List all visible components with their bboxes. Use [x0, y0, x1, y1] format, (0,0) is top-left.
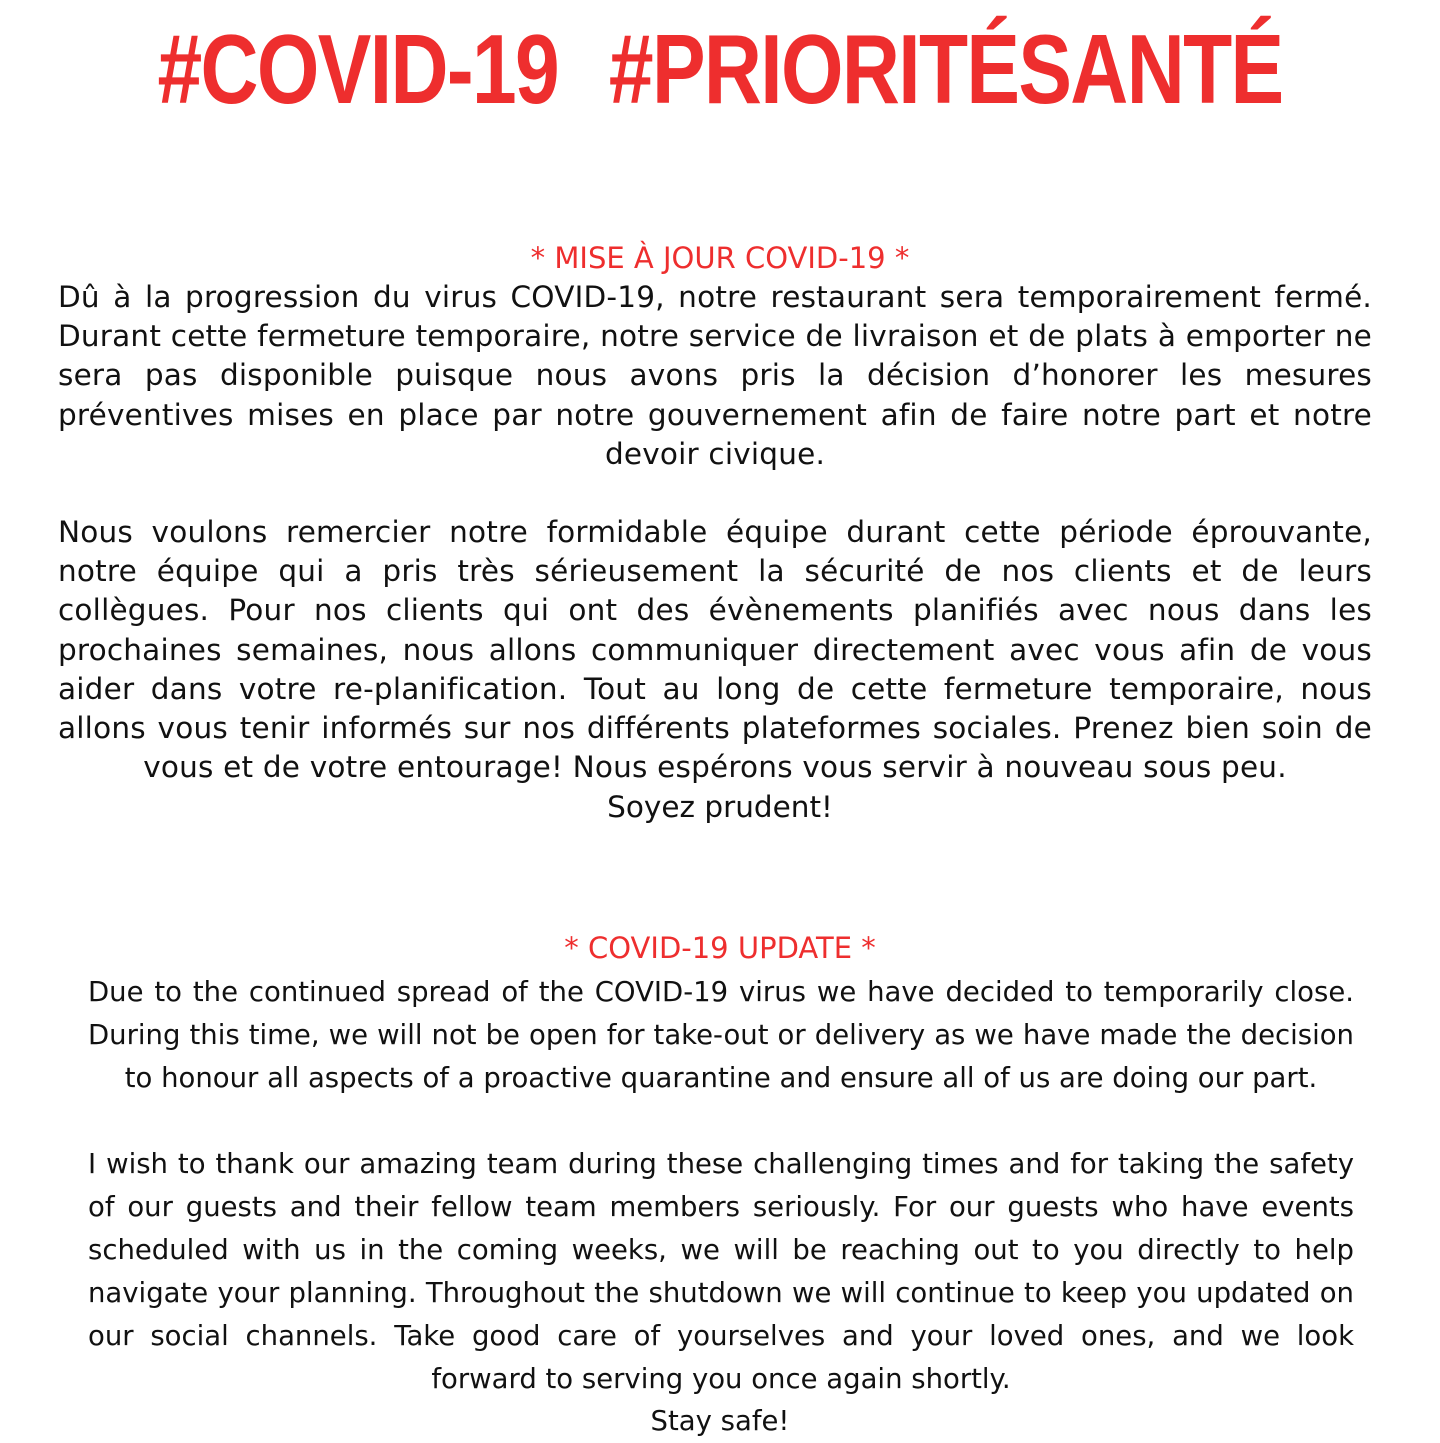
- english-update-heading: * COVID-19 UPDATE *: [564, 931, 876, 965]
- french-update-heading: * MISE À JOUR COVID-19 *: [530, 241, 910, 275]
- english-paragraph-closure: Due to the continued spread of the COVID-19 virus we have decided to temporarily close. During this time, we will not be open for take-out or delivery as we have made the decision to honour all aspects of a proactive quarantine and ensure all of us are doing our part.: [88, 976, 1354, 1094]
- hashtag-priorite-sante: #PRIORITÉSANTÉ: [608, 14, 1283, 124]
- headline: [130, 14, 1311, 124]
- hashtag-covid: #COVID-19: [157, 14, 559, 124]
- english-paragraph-thanks: I wish to thank our amazing team during these challenging times and for taking the safety of our guests and their fellow team members seriously. For our guests who have events scheduled with us in the coming weeks, we will be reaching out to you directly to help navigate your planning. Throughout the shutdown we will continue to keep you updated on our social channels. Take good care of yourselves and your loved ones, and we look forward to serving you once again shortly.: [88, 1148, 1354, 1395]
- french-paragraph-closure: Dû à la progression du virus COVID-19, notre restaurant sera temporairement fermé. Durant cette fermeture temporaire, notre service de livraison et de plats à emporter ne sera pas disponible puisque nous avons pris la décision d’honorer les mesures préventives mises en place par notre gouvernement afin de faire notre part et notre devoir civique.: [58, 280, 1372, 471]
- french-paragraph-thanks: Nous voulons remercier notre formidable équipe durant cette période éprouvante, notre équipe qui a pris très sérieusement la sécurité de nos clients et de leurs collègues. Pour nos clients qui ont des évènements planifiés avec nous dans les prochaines semaines, nous allons communiquer directement avec vous afin de vous aider dans votre re-planification. Tout au long de cette fermeture temporaire, nous allons vous tenir informés sur nos différents plateformes sociales. Prenez bien soin de vous et de votre entourage! Nous espérons vous servir à nouveau sous peu.: [58, 515, 1372, 785]
- french-signoff: Soyez prudent!: [607, 790, 833, 824]
- english-signoff: Stay safe!: [650, 1405, 790, 1437]
